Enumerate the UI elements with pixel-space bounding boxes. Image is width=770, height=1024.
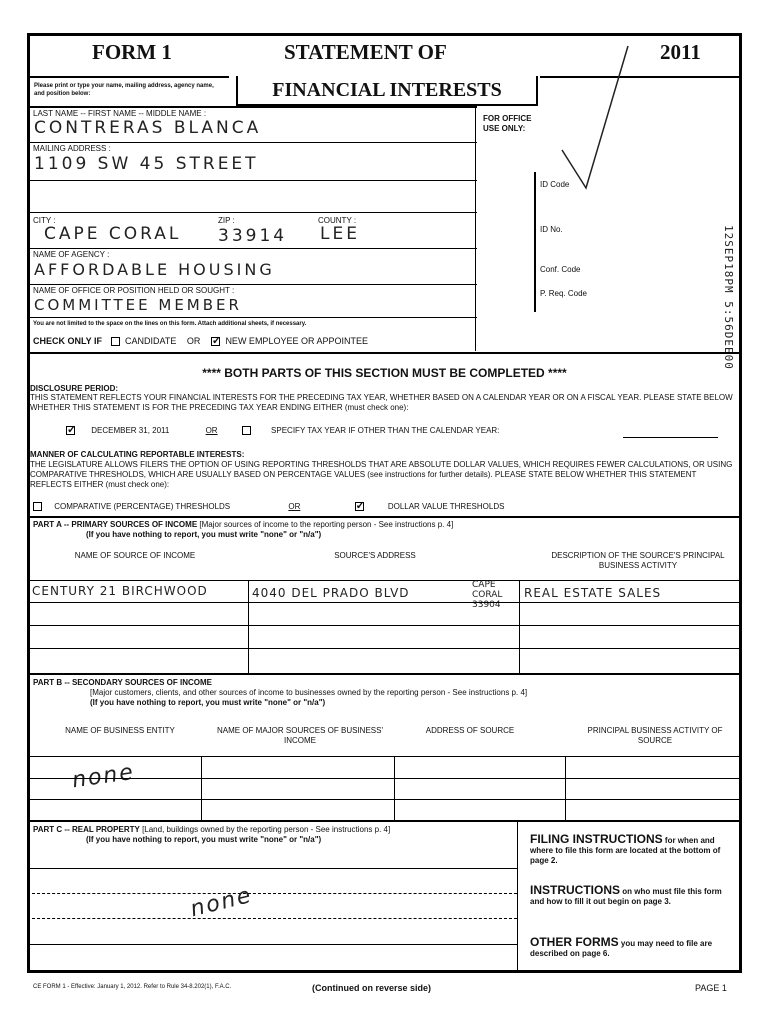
new-employee-checkbox[interactable] <box>211 337 220 346</box>
footer-form-reference: CE FORM 1 - Effective: January 1, 2012. Refer to Rule 34-8.202(1), F.A.C. <box>33 984 232 990</box>
section-divider <box>27 352 742 354</box>
other-forms-note <box>530 937 730 959</box>
agency-label: NAME OF AGENCY : <box>33 250 110 259</box>
disclosure-or: OR <box>205 426 218 435</box>
name-label: LAST NAME -- FIRST NAME -- MIDDLE NAME : <box>33 109 207 118</box>
line-2 <box>27 180 477 181</box>
part-c-top-line <box>27 820 742 822</box>
part-a-col-name: NAME OF SOURCE OF INCOME <box>74 551 196 560</box>
dollar-label: DOLLAR VALUE THRESHOLDS <box>387 502 505 511</box>
part-a-row-line-3 <box>27 625 742 626</box>
zip-label: ZIP : <box>218 216 235 225</box>
manner-text: THE LEGISLATURE ALLOWS FILERS THE OPTION OF USING REPORTING THRESHOLDS THAT ARE ABSOLUTE DOLLAR VALUES, WHICH REQUIRES FEWER CALCULATIONS, OR USING COMPARATIVE THRESHOLDS, WHICH ARE USUALLY BASED ON PERCENTAGE VALUES (see instructions for further details). PLEASE STATE BELOW WHETHER THIS STATEMENT REFLECTS EITHER (must check one): <box>30 460 733 489</box>
part-c-subtitle: [Land, buildings owned by the reporting person - See instructions p. 4] <box>142 825 391 834</box>
new-employee-label: NEW EMPLOYEE OR APPOINTEE <box>225 336 368 346</box>
part-b-top-line <box>27 673 742 675</box>
part-a-row1-city[interactable]: CAPE CORAL 33904 <box>472 580 503 610</box>
part-b-row-line-1 <box>27 756 742 757</box>
comparative-label: COMPARATIVE (PERCENTAGE) THRESHOLDS <box>54 502 231 511</box>
part-a-row-line-1 <box>27 580 742 581</box>
part-c-title: PART C -- REAL PROPERTY <box>33 825 140 834</box>
city-field[interactable]: CAPE CORAL <box>44 224 182 244</box>
part-b-col-activity: PRINCIPAL BUSINESS ACTIVITY OF SOURCE <box>587 726 723 745</box>
print-instruction: Please print or type your name, mailing address, agency name, and position below: <box>34 83 214 97</box>
filing-instructions-title: FILING INSTRUCTIONS <box>530 832 663 846</box>
part-b-col-divider-1 <box>201 756 202 820</box>
id-no-label: ID No. <box>540 225 563 234</box>
part-a-title: PART A -- PRIMARY SOURCES OF INCOME <box>33 520 198 529</box>
part-c-line-2 <box>27 893 517 894</box>
title-line-1: STATEMENT OF <box>284 40 447 64</box>
form-number: FORM 1 <box>92 40 172 64</box>
line-3 <box>27 212 477 213</box>
disclosure-title: DISCLOSURE PERIOD: <box>30 384 119 393</box>
both-parts-banner: **** BOTH PARTS OF THIS SECTION MUST BE COMPLETED **** <box>202 366 567 380</box>
part-a-col-description: DESCRIPTION OF THE SOURCE'S PRINCIPAL BUSINESS ACTIVITY <box>551 551 725 570</box>
identity-top-line <box>27 106 477 108</box>
part-a-row-line-4 <box>27 648 742 649</box>
part-a-top-line <box>27 516 742 518</box>
mailing-label: MAILING ADDRESS : <box>33 144 111 153</box>
filing-instructions-text: for when and where to file this form are located at the bottom of page 2. <box>530 836 721 865</box>
part-b-col-divider-2 <box>394 756 395 820</box>
county-field[interactable]: LEE <box>320 224 360 244</box>
handwritten-check-mark <box>540 38 650 193</box>
manner-title: MANNER OF CALCULATING REPORTABLE INTERESTS: <box>30 450 245 459</box>
candidate-label: CANDIDATE <box>125 336 177 346</box>
footer-page-number: PAGE 1 <box>695 983 727 993</box>
instructions-text: on who must file this form and how to fill it out begin on page 3. <box>530 887 722 906</box>
conf-code-label: Conf. Code <box>540 265 581 274</box>
part-c-note: (If you have nothing to report, you must write "none" or "n/a") <box>86 835 322 844</box>
check-only-label: CHECK ONLY IF <box>33 336 103 346</box>
threshold-or: OR <box>288 502 301 511</box>
position-label: NAME OF OFFICE OR POSITION HELD OR SOUGHT : <box>33 286 235 295</box>
part-a-row1-address[interactable]: 4040 DEL PRADO BLVD <box>252 586 410 600</box>
comparative-checkbox[interactable] <box>33 502 42 511</box>
part-c-line-4 <box>27 944 517 945</box>
line-6 <box>27 317 477 318</box>
specify-year-checkbox[interactable] <box>242 426 251 435</box>
threshold-options <box>33 502 504 511</box>
part-a-row1-description[interactable]: REAL ESTATE SALES <box>524 586 662 600</box>
part-a-row1-name[interactable]: CENTURY 21 BIRCHWOOD <box>32 584 208 598</box>
p-req-code-label: P. Req. Code <box>540 289 587 298</box>
part-b-title: PART B -- SECONDARY SOURCES OF INCOME <box>33 678 212 687</box>
instructions-note <box>530 885 730 907</box>
office-use-title: FOR OFFICE USE ONLY: <box>483 114 532 133</box>
part-b-row-line-2 <box>27 778 742 779</box>
part-c-none[interactable]: none <box>187 882 255 923</box>
part-a-subtitle: [Major sources of income to the reporting person - See instructions p. 4] <box>199 520 454 529</box>
part-c-divider <box>517 820 518 970</box>
part-b-col-address: ADDRESS OF SOURCE <box>425 726 515 735</box>
received-stamp: 12SEP18PM 5:56DEE00 <box>722 225 735 370</box>
part-b-col-entity: NAME OF BUSINESS ENTITY <box>65 726 175 735</box>
part-b-col-sources: NAME OF MAJOR SOURCES OF BUSINESS' INCOME <box>217 726 383 745</box>
county-label: COUNTY : <box>318 216 357 225</box>
instructions-title: INSTRUCTIONS <box>530 883 620 897</box>
dollar-checkbox[interactable] <box>355 502 364 511</box>
name-field[interactable]: CONTRERAS BLANCA <box>34 118 262 138</box>
part-a-col-address: SOURCE'S ADDRESS <box>334 551 416 560</box>
dec31-label: DECEMBER 31, 2011 <box>91 426 170 435</box>
disclosure-text: THIS STATEMENT REFLECTS YOUR FINANCIAL INTERESTS FOR THE PRECEDING TAX YEAR, WHETHER BASED ON A CALENDAR YEAR OR ON A FISCAL YEAR. PLEASE STATE BELOW WHETHER THIS STATEMENT IS FOR THE PRECEDING TAX YEAR ENDING EITHER (must check one): <box>30 393 733 412</box>
office-use-bracket <box>534 172 536 312</box>
dec31-checkbox[interactable] <box>66 426 75 435</box>
line-1 <box>27 142 477 143</box>
part-c-line-1 <box>27 868 517 869</box>
title-line-2: FINANCIAL INTERESTS <box>236 76 538 106</box>
space-note: You are not limited to the space on the lines on this form. Attach additional sheets, if necessary. <box>33 321 307 327</box>
id-code-label: ID Code <box>540 180 570 189</box>
part-c-header <box>33 825 390 834</box>
part-a-header <box>33 520 453 529</box>
part-b-subtitle: [Major customers, clients, and other sources of income to businesses owned by the reporting person - See instructions p. 4] <box>90 688 528 697</box>
line-5 <box>27 284 477 285</box>
or-label: OR <box>186 336 201 346</box>
form-year: 2011 <box>660 40 701 64</box>
mailing-address-field[interactable]: 1109 SW 45 STREET <box>34 154 259 174</box>
check-only-row <box>33 336 368 346</box>
part-b-none[interactable]: none <box>70 759 137 794</box>
agency-field[interactable]: AFFORDABLE HOUSING <box>34 260 275 279</box>
part-b-note: (If you have nothing to report, you must write "none" or "n/a") <box>90 698 326 707</box>
city-label: CITY : <box>33 216 56 225</box>
filing-instructions <box>530 834 730 866</box>
part-a-note: (If you have nothing to report, you must write "none" or "n/a") <box>86 530 322 539</box>
header-divider-left <box>27 76 229 78</box>
specify-year-line[interactable] <box>623 437 718 438</box>
other-forms-text: you may need to file are described on page 6. <box>530 939 713 958</box>
zip-field[interactable]: 33914 <box>218 226 288 246</box>
footer-continued: (Continued on reverse side) <box>312 983 432 993</box>
part-a-col-divider-1 <box>248 580 249 673</box>
candidate-checkbox[interactable] <box>111 337 120 346</box>
part-a-row-line-2 <box>27 602 742 603</box>
position-field[interactable]: COMMITTEE MEMBER <box>34 296 242 314</box>
part-b-col-divider-3 <box>565 756 566 820</box>
disclosure-options <box>66 426 499 435</box>
line-4 <box>27 248 477 249</box>
other-forms-title: OTHER FORMS <box>530 935 619 949</box>
part-c-line-3 <box>27 918 517 919</box>
part-b-row-line-3 <box>27 799 742 800</box>
specify-year-label: SPECIFY TAX YEAR IF OTHER THAN THE CALENDAR YEAR: <box>271 426 500 435</box>
